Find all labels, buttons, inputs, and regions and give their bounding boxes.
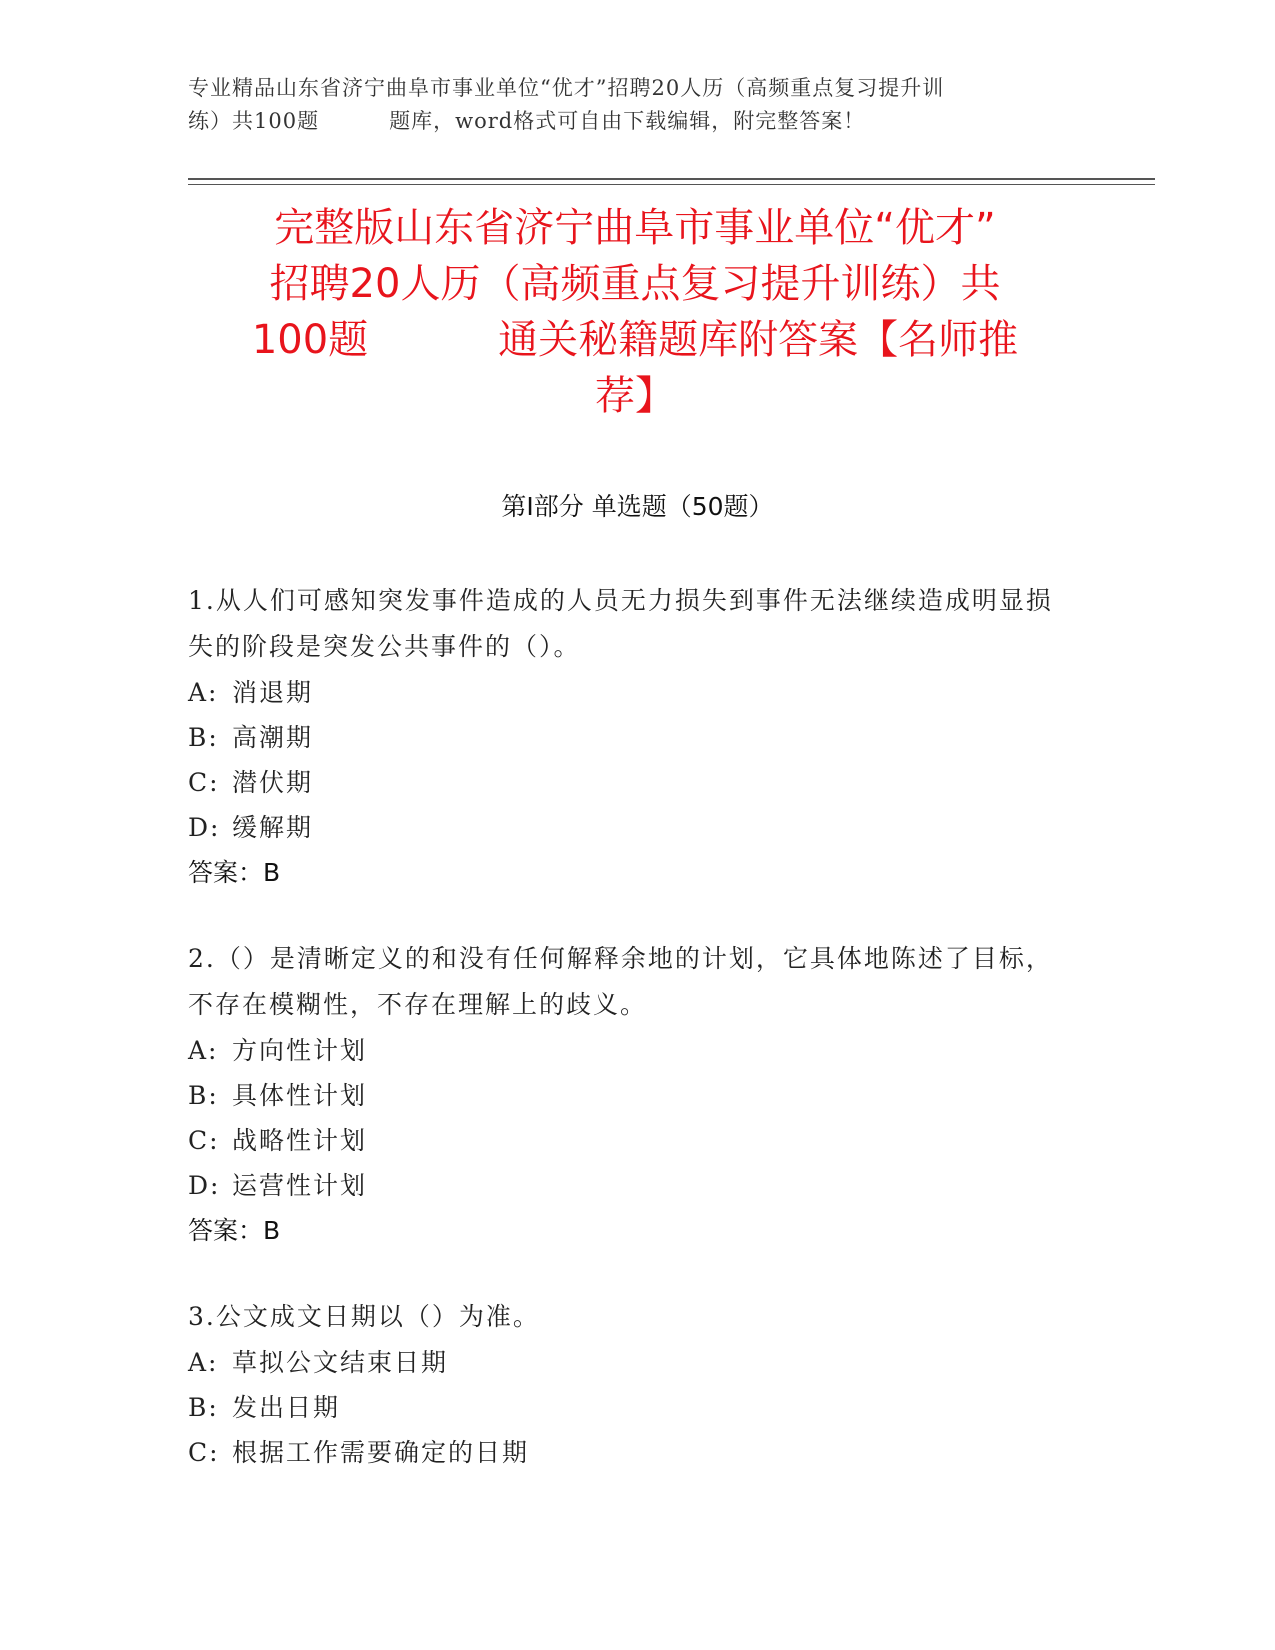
option-letter: D: bbox=[188, 1171, 221, 1200]
title-line-3-part-2: 通关秘籍题库附答案【名师推 bbox=[498, 317, 1019, 363]
answer-line: 答案：B bbox=[188, 1216, 281, 1245]
option-letter: C: bbox=[188, 1438, 220, 1467]
option-text: 运营性计划 bbox=[232, 1171, 368, 1200]
option-letter: D: bbox=[188, 813, 221, 842]
option-text: 高潮期 bbox=[232, 723, 314, 752]
section-heading: 第Ⅰ部分 单选题（50题） bbox=[501, 492, 774, 521]
title-line-4: 荐】 bbox=[595, 373, 675, 419]
title-line-3 bbox=[195, 312, 1075, 368]
header-note bbox=[188, 72, 1068, 138]
title-line-3-part-1: 100题 bbox=[251, 317, 369, 363]
question-list bbox=[188, 578, 1068, 1515]
option-letter: C: bbox=[188, 768, 220, 797]
answer-line: 答案：B bbox=[188, 858, 281, 887]
option-text: 战略性计划 bbox=[232, 1126, 368, 1155]
title-line-2: 招聘20人历（高频重点复习提升训练）共 bbox=[269, 261, 1001, 307]
option-text: 方向性计划 bbox=[232, 1036, 368, 1065]
option-a bbox=[188, 1028, 1068, 1073]
option-text: 缓解期 bbox=[232, 813, 314, 842]
option-d bbox=[188, 1163, 1068, 1208]
question-stem: 1.从人们可感知突发事件造成的人员无力损失到事件无法继续造成明显损失的阶段是突发公共事件的（）。 bbox=[188, 586, 1053, 661]
option-b bbox=[188, 1385, 1068, 1430]
question-stem: 3.公文成文日期以（）为准。 bbox=[188, 1302, 540, 1331]
question-stem: 2.（）是清晰定义的和没有任何解释余地的计划，它具体地陈述了目标，不存在模糊性，不存在理解上的歧义。 bbox=[188, 944, 1053, 1019]
header-note-line-2-part-1: 练）共100题 bbox=[188, 109, 320, 133]
option-c bbox=[188, 760, 1068, 805]
option-a bbox=[188, 670, 1068, 715]
option-text: 消退期 bbox=[232, 678, 314, 707]
option-letter: B: bbox=[188, 1393, 219, 1422]
option-a bbox=[188, 1340, 1068, 1385]
header-note-line-2 bbox=[188, 105, 1068, 138]
header-divider-thick bbox=[188, 178, 1155, 180]
question-item bbox=[188, 1294, 1068, 1475]
option-text: 潜伏期 bbox=[232, 768, 314, 797]
question-item bbox=[188, 936, 1068, 1254]
option-text: 发出日期 bbox=[232, 1393, 341, 1422]
option-text: 具体性计划 bbox=[232, 1081, 368, 1110]
title-line-1: 完整版山东省济宁曲阜市事业单位“优才” bbox=[274, 205, 996, 251]
option-letter: B: bbox=[188, 723, 219, 752]
option-b bbox=[188, 715, 1068, 760]
document-title bbox=[195, 200, 1075, 424]
option-letter: B: bbox=[188, 1081, 219, 1110]
option-c bbox=[188, 1430, 1068, 1475]
header-divider-thin bbox=[188, 184, 1155, 185]
header-note-line-2-part-2: 题库，word格式可自由下载编辑，附完整答案！ bbox=[389, 109, 866, 133]
option-d bbox=[188, 805, 1068, 850]
option-text: 根据工作需要确定的日期 bbox=[232, 1438, 530, 1467]
option-b bbox=[188, 1073, 1068, 1118]
header-note-line-1: 专业精品山东省济宁曲阜市事业单位“优才”招聘20人历（高频重点复习提升训 bbox=[188, 76, 945, 100]
question-item bbox=[188, 578, 1068, 896]
option-c bbox=[188, 1118, 1068, 1163]
option-letter: A: bbox=[188, 1348, 219, 1377]
option-text: 草拟公文结束日期 bbox=[232, 1348, 449, 1377]
option-letter: A: bbox=[188, 1036, 219, 1065]
option-letter: C: bbox=[188, 1126, 220, 1155]
option-letter: A: bbox=[188, 678, 219, 707]
